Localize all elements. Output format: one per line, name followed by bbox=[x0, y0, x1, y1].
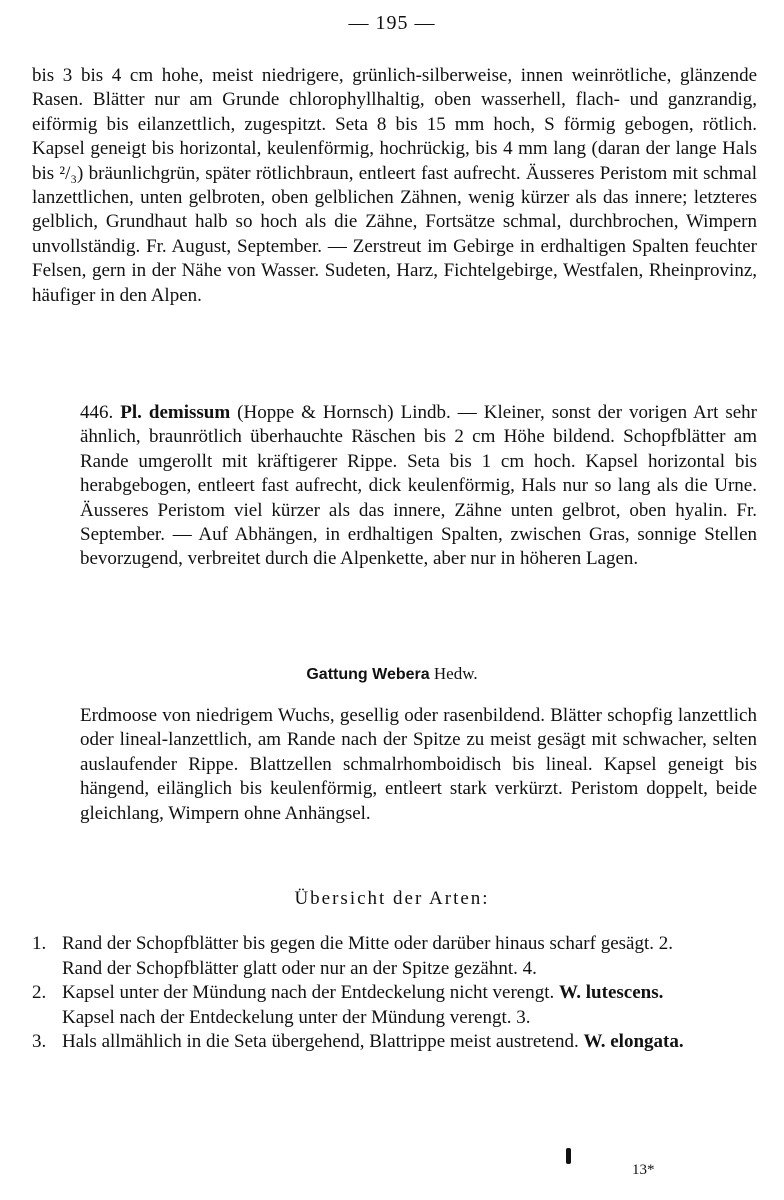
key-number: 3. bbox=[32, 1031, 47, 1053]
running-head: — 195 — bbox=[348, 12, 436, 34]
key-line: Rand der Schopfblätter bis gegen die Mitte oder darüber hinaus scharf gesägt. 2. bbox=[62, 933, 673, 954]
key-line: Rand der Schopfblätter glatt oder nur an der Spitze gezähnt. 4. bbox=[62, 957, 537, 979]
species-entry bbox=[32, 401, 757, 572]
key-item-1 bbox=[32, 932, 760, 981]
paragraph-plagiothecium-description: bis 3 bis 4 cm hohe, meist niedrigere, grünlich-silberweise, innen weinrötliche, glänzende Rasen. Blätter nur am Grunde chlorophyllhaltig, oben wasserhell, flach- und ganzrandig, eiförmig bis eilanzettlich, zugespitzt. Seta 8 bis 15 mm hoch, S förmig gebogen, rötlich. Kapsel geneigt bis horizontal, keulenförmig, hochrückig, bis 4 mm lang (daran der lange Hals bis ²/₃) bräunlichgrün, später rötlichbraun, entleert fast aufrecht. Äusseres Peristom mit schmal lanzettlichen, unten gelbroten, oben gelblichen Zähnen, wenig kürzer als das innere; letzteres gelblich, Grundhaut halb so hoch als die Zähne, Fortsätze schmal, durchbrochen, Wimpern unvollständig. Fr. August, September. — Zerstreut im Gebirge in erdhaltigen Spalten feuchter Felsen, gern in der Nähe von Wasser. Sudeten, Harz, Fichtelgebirge, Westfalen, Rheinprovinz, häufiger in den Alpen. bbox=[32, 65, 757, 306]
signature-mark: 13* bbox=[632, 1162, 655, 1178]
genus-name: Gattung Webera bbox=[306, 666, 430, 683]
key-item-3 bbox=[32, 1030, 760, 1055]
key-line: Kapsel nach der Entdeckelung unter der Mündung verengt. 3. bbox=[62, 1006, 531, 1028]
identification-key bbox=[32, 932, 760, 1055]
key-number: 2. bbox=[32, 982, 47, 1004]
key-result-species: W. lutescens. bbox=[559, 982, 664, 1004]
key-number: 1. bbox=[32, 933, 47, 954]
paragraph-species-446 bbox=[32, 401, 757, 572]
species-name: Pl. demissum bbox=[120, 402, 231, 423]
key-line: Hals allmählich in die Seta übergehend, Blattrippe meist austretend. W. elongata. bbox=[62, 1031, 684, 1053]
key-result-species: W. elongata. bbox=[583, 1031, 684, 1053]
genus-heading bbox=[0, 664, 784, 684]
key-line: Kapsel unter der Mündung nach der Entdeckelung nicht verengt. W. lutescens. bbox=[62, 982, 664, 1004]
species-authority: (Hoppe & Hornsch) Lindb. bbox=[230, 402, 451, 423]
genus-authority: Hedw. bbox=[429, 664, 478, 683]
species-number: 446. bbox=[80, 402, 114, 423]
species-description: — Kleiner, sonst der vorigen Art sehr ähnlich, braunrötlich überhauchte Räschen bis 2 cm Höhe bildend. Schopfblätter am Rande umgerollt mit kräftigerer Rippe. Seta bis 1 cm hoch. Kapsel horizontal bis herabgebogen, entleert fast aufrecht, dick keulenförmig, Hals nur so lang als die Urne. Äusseres Peristom viel kürzer als das innere, Zähne unten gelbrot, oben hyalin. Fr. September. — Auf Abhängen, in erdhaltigen Spalten, zwischen Gras, sonnige Stellen bevorzugend, verbreitet durch die Alpenkette, aber nur in höheren Lagen. bbox=[80, 402, 757, 570]
ink-speck bbox=[566, 1148, 571, 1164]
paragraph-genus-description bbox=[32, 704, 757, 826]
genus-description-text: Erdmoose von niedrigem Wuchs, gesellig oder rasenbildend. Blätter schopfig lanzettlich oder lineal-lanzettlich, am Rande nach der Spitze zu meist gesägt mit schwacher, selten auslaufender Rippe. Blattzellen schmalrhomboidisch bis lineal. Kapsel geneigt bis hängend, eilänglich bis keulenförmig, entleert stark verkürzt. Peristom doppelt, beide gleichlang, Wimpern ohne Anhängsel. bbox=[80, 705, 757, 824]
overview-heading: Übersicht der Arten: bbox=[294, 888, 490, 909]
key-item-2 bbox=[32, 981, 760, 1030]
